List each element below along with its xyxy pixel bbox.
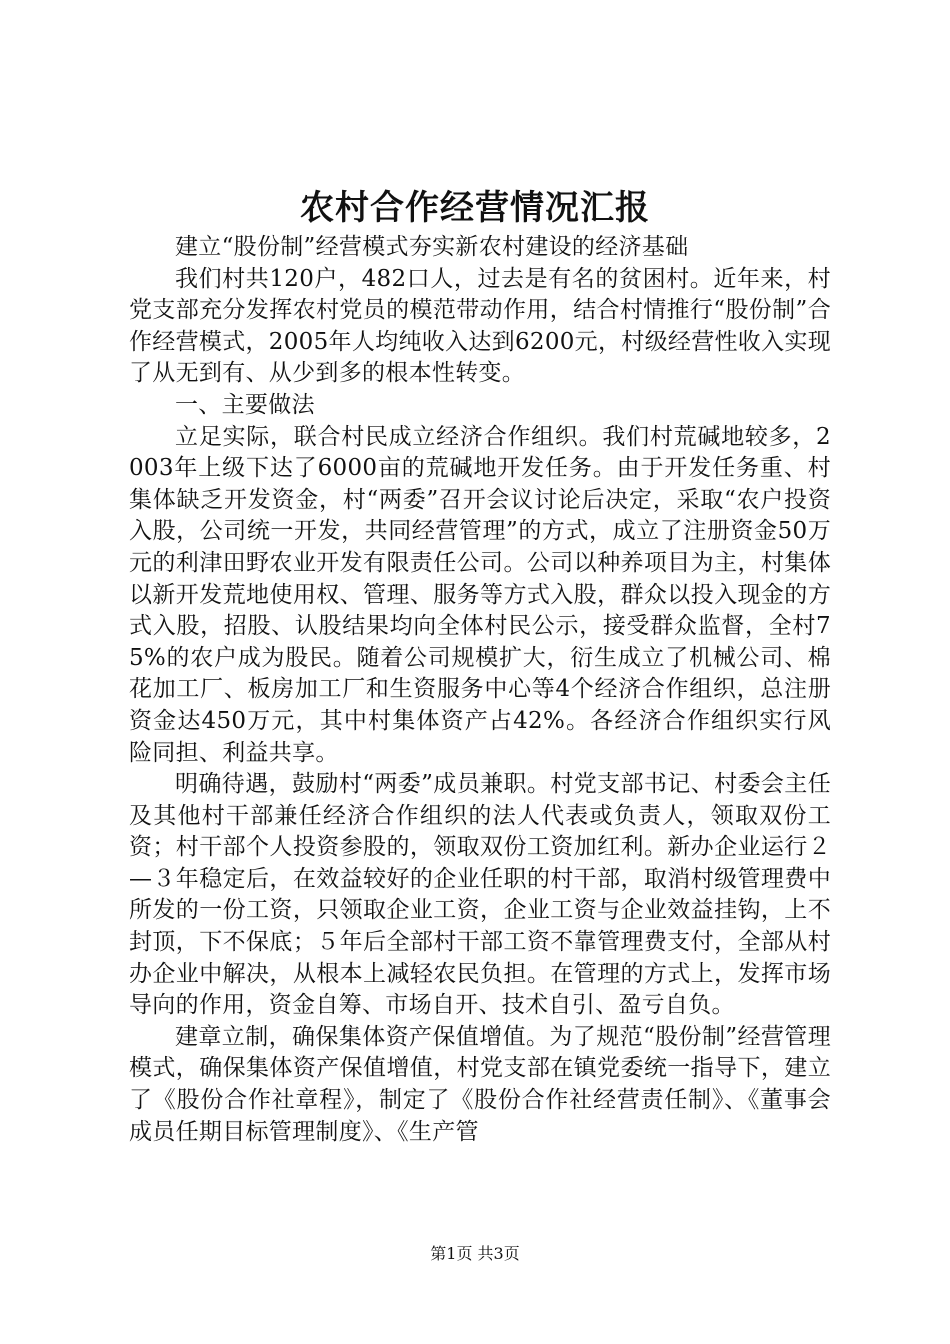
- paragraph-intro: 我们村共120户，482口人，过去是有名的贫困村。近年来，村党支部充分发挥农村党员的模范带动作用，结合村情推行“股份制”合作经营模式，2005年人均纯收入达到6200元，村级经营性收入实现了从无到有、从少到多的根本性转变。: [129, 265, 831, 387]
- paragraph-practice-2: 明确待遇，鼓励村“两委”成员兼职。村党支部书记、村委会主任及其他村干部兼任经济合作组织的法人代表或负责人，领取双份工资；村干部个人投资参股的，领取双份工资加红利。新办企业运行２—３年稳定后，在效益较好的企业任职的村干部，取消村级管理费中所发的一份工资，只领取企业工资，企业工资与企业效益挂钩，上不封顶，下不保底；５年后全部村干部工资不靠管理费支付，全部从村办企业中解决，从根本上减轻农民负担。在管理的方式上，发挥市场导向的作用，资金自筹、市场自开、技术自引、盈亏自负。: [129, 771, 831, 1019]
- document-body: [129, 232, 831, 1148]
- document-title: 农村合作经营情况汇报: [300, 188, 650, 228]
- section-heading: 一、主要做法: [175, 391, 315, 418]
- paragraph-subtitle: 建立“股份制”经营模式夯实新农村建设的经济基础: [175, 234, 689, 260]
- page-number-footer: 第1页 共3页: [430, 1244, 520, 1263]
- paragraph-practice-1: 立足实际，联合村民成立经济合作组织。我们村荒碱地较多，2003年上级下达了6000亩的荒碱地开发任务。由于开发任务重、村集体缺乏开发资金，村“两委”召开会议讨论后决定，采取“农户投资入股，公司统一开发，共同经营管理”的方式，成立了注册资金50万元的利津田野农业开发有限责任公司。公司以种养项目为主，村集体以新开发荒地使用权、管理、服务等方式入股，群众以投入现金的方式入股，招股、认股结果均向全体村民公示，接受群众监督，全村75%的农户成为股民。随着公司规模扩大，衍生成立了机械公司、棉花加工厂、板房加工厂和生资服务中心等4个经济合作组织，总注册资金达450万元，其中村集体资产占42%。各经济合作组织实行风险同担、利益共享。: [129, 423, 831, 766]
- paragraph-practice-3: 建章立制，确保集体资产保值增值。为了规范“股份制”经营管理模式，确保集体资产保值增值，村党支部在镇党委统一指导下，建立了《股份合作社章程》，制定了《股份合作社经营责任制》、《董事会成员任期目标管理制度》、《生产管: [129, 1023, 831, 1145]
